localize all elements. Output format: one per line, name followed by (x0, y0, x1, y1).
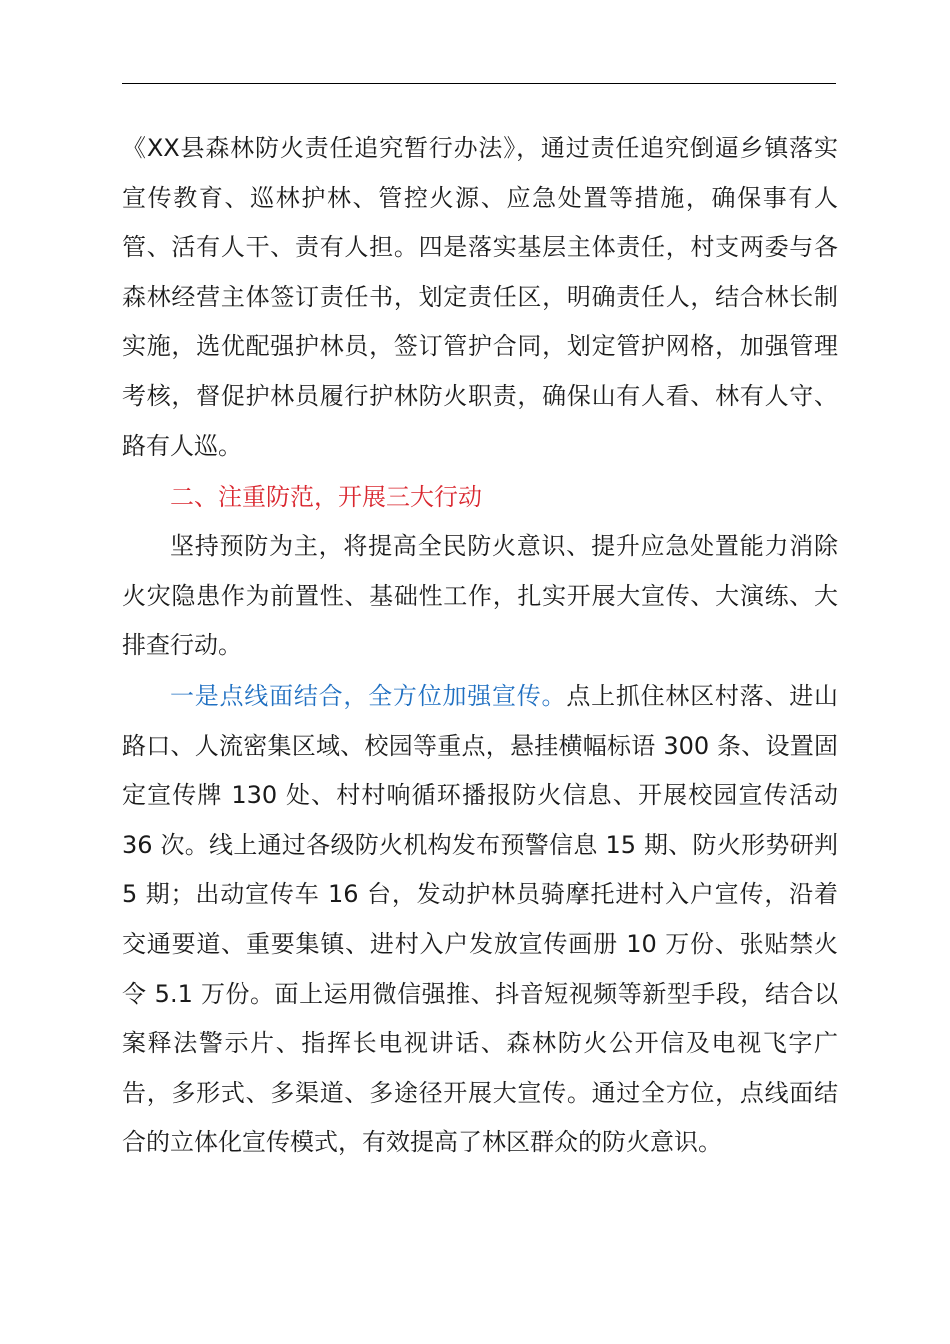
paragraph-3 (122, 672, 838, 1168)
paragraph-responsibility (122, 124, 838, 471)
paragraph-2-text: 坚持预防为主，将提高全民防火意识、提升应急处置能力消除火灾隐患作为前置性、基础性工作，扎实开展大宣传、大演练、大排查行动。 (122, 532, 838, 660)
paragraph-3-lead: 一是点线面结合，全方位加强宣传。 (170, 682, 567, 710)
section-heading-block (122, 473, 838, 523)
paragraph-1-text: 《XX县森林防火责任追究暂行办法》，通过责任追究倒逼乡镇落实宣传教育、巡林护林、管控火源、应急处置等措施，确保事有人管、活有人干、责有人担。四是落实基层主体责任，村支两委与各森林经营主体签订责任书，划定责任区，明确责任人，结合林长制实施，选优配强护林员，签订管护合同，划定管护网格，加强管理考核，督促护林员履行护林防火职责，确保山有人看、林有人守、路有人巡。 (122, 134, 838, 460)
paragraph-publicity (122, 672, 838, 1168)
section-heading: 二、注重防范，开展三大行动 (170, 483, 482, 511)
paragraph-3-body: 点上抓住林区村落、进山路口、人流密集区域、校园等重点，悬挂横幅标语 300 条、设置固定宣传牌 130 处、村村响循环播报防火信息、开展校园宣传活动 36 次。线上通过各级防火机构发布预警信息 15 期、防火形势研判 5 期；出动宣传车 16 台，发动护林员骑摩托进村入户宣传，沿着交通要道、重要集镇、进村入户发放宣传画册 10 万份、张贴禁火令 5.1 万份。面上运用微信强推、抖音短视频等新型手段，结合以案释法警示片、指挥长电视讲话、森林防火公开信及电视飞字广告，多形式、多渠道、多途径开展大宣传。通过全方位，点线面结合的立体化宣传模式，有效提高了林区群众的防火意识。 (122, 682, 839, 1157)
paragraph-prevention (122, 522, 838, 671)
header-divider (122, 83, 836, 84)
